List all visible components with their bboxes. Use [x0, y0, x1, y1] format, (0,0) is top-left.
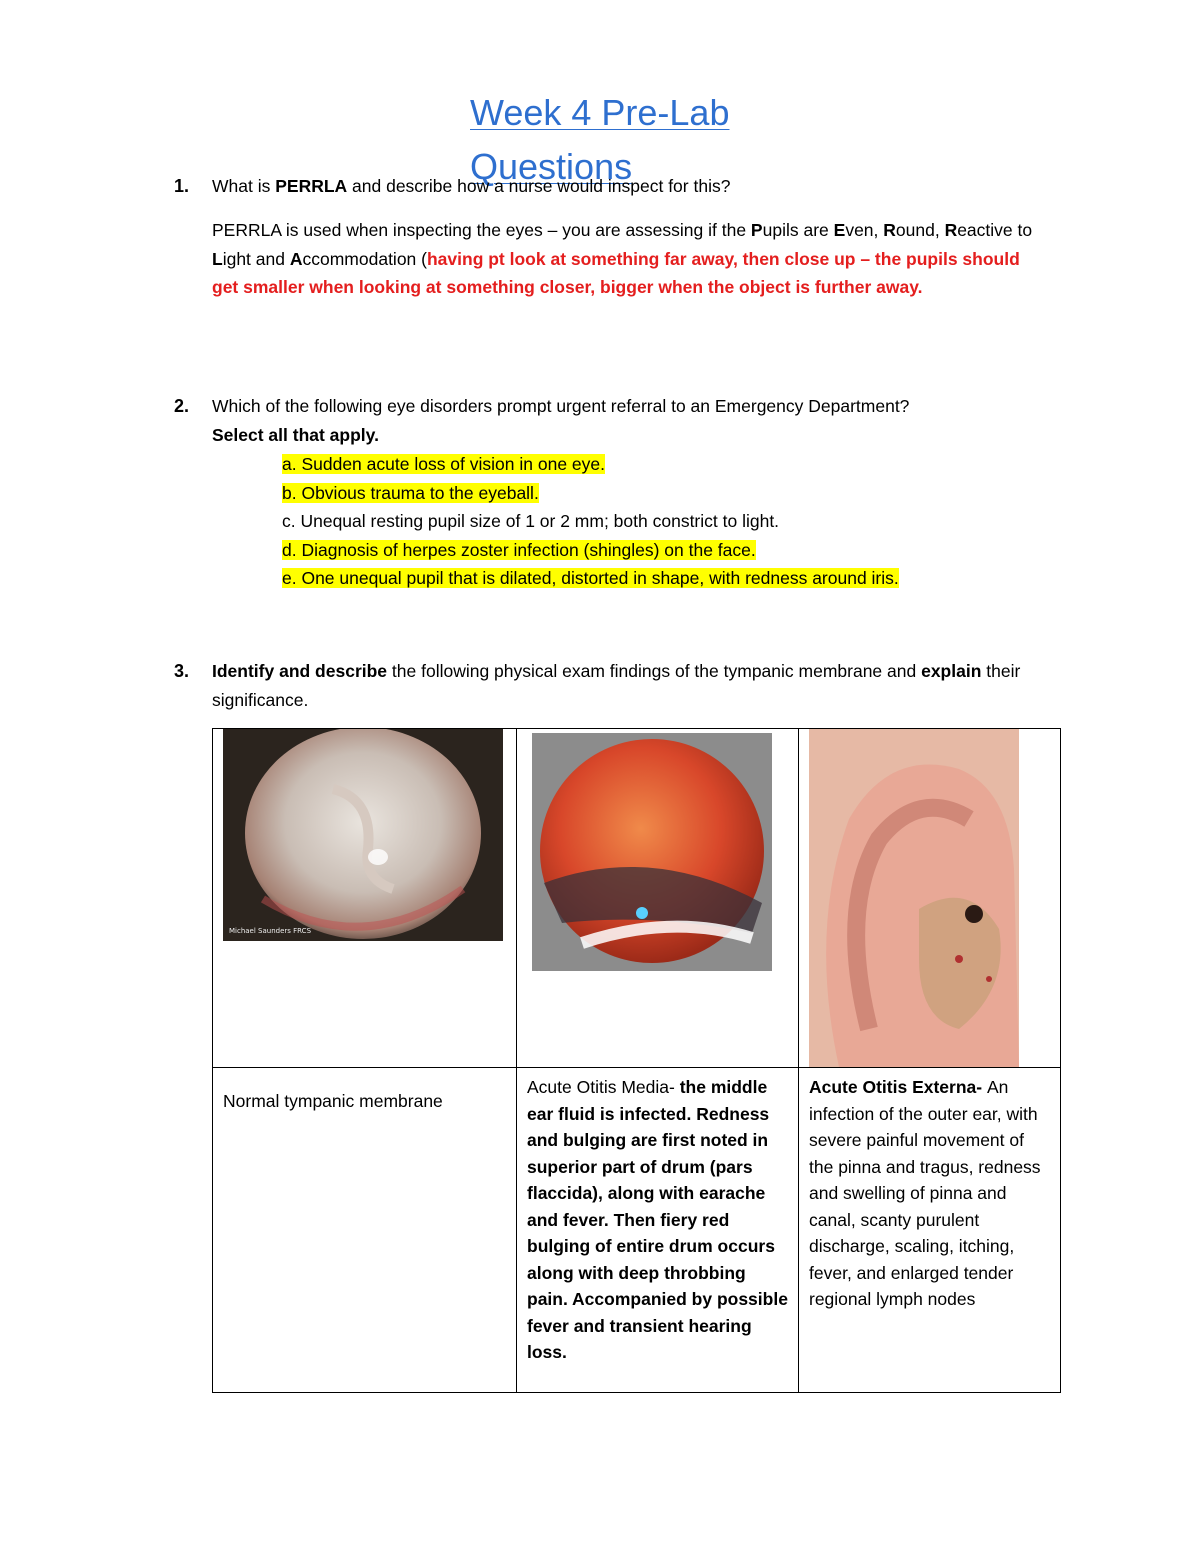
cell-normal: [213, 1068, 517, 1393]
answer-1-part: ven,: [845, 220, 884, 240]
option-d: [282, 536, 899, 565]
answer-1-part: ight and: [222, 248, 290, 269]
option-a-text: a. Sudden acute loss of vision in one eye.: [282, 454, 605, 474]
cell-aom: [517, 1068, 799, 1393]
image-caption: Michael Saunders FRCS: [229, 927, 312, 935]
q1-text-pre: What is: [212, 176, 276, 196]
q3-bold-2: explain: [921, 661, 982, 681]
acute-otitis-media-photo: [532, 733, 772, 971]
answer-1-part: A: [289, 248, 303, 269]
option-c-text: c. Unequal resting pupil size of 1 or 2 mm; both constrict to light.: [282, 511, 780, 531]
answer-1-part: P: [750, 220, 763, 240]
q3-text-1: the following physical exam findings of the tympanic membrane and: [387, 661, 922, 681]
option-c: [282, 507, 899, 536]
answer-1-part: eactive to: [957, 220, 1033, 240]
option-b: [282, 479, 899, 508]
question-number: 3.: [174, 661, 190, 681]
image-cell-aoe: [799, 729, 1061, 1068]
option-d-text: d. Diagnosis of herpes zoster infection (shingles) on the face.: [282, 539, 756, 560]
q2-instruction: Select all that apply.: [212, 424, 379, 445]
image-cell-aom: [517, 729, 799, 1068]
q3-text-2: their significance.: [212, 661, 1021, 710]
answer-1-part: ccommodation (: [302, 248, 427, 269]
normal-tympanic-membrane-photo: [223, 729, 503, 941]
q2-text: Which of the following eye disorders prompt urgent referral to an Emergency Department?: [212, 396, 910, 416]
answer-1-part: R: [883, 220, 896, 240]
answer-1-part: L: [212, 248, 223, 269]
title-line-2: Questions: [470, 146, 633, 187]
option-e: [282, 564, 899, 593]
option-b-text: b. Obvious trauma to the eyeball.: [282, 482, 539, 503]
answer-1-part: PERRLA is used when inspecting the eyes – you are assessing if the: [212, 220, 751, 240]
image-cell-normal: [213, 729, 517, 1068]
question-number: 1.: [174, 176, 190, 196]
cell-aom-label: Acute Otitis Media-: [527, 1077, 680, 1097]
answer-1-part: upils are: [762, 220, 834, 240]
cell-aom-detail: the middle ear fluid is infected. Redness and bulging are first noted in superior part of drum (pars flaccida), along with earache and fever. Then fiery red bulging of entire drum occurs along with deep throbbing pain. Accompanied by possible fever and transient hearing loss.: [527, 1077, 788, 1362]
q1-text-post: and describe how a nurse would inspect for this?: [347, 176, 731, 196]
answer-1-part: R: [944, 220, 958, 240]
title-line-1: Week 4 Pre-Lab: [470, 92, 730, 133]
answer-1-part: E: [833, 220, 846, 240]
question-1-text: [212, 172, 1062, 201]
q3-bold-1: Identify and describe: [212, 661, 388, 681]
cell-aoe-label: Acute Otitis Externa-: [809, 1077, 987, 1097]
answer-1-red: having pt look at something far away, then close up – the pupils should get smaller when looking at something closer, bigger when the object is further away.: [212, 248, 1020, 297]
cell-aoe: [799, 1068, 1061, 1393]
answer-1-part: ound,: [895, 220, 945, 240]
option-a: [282, 450, 899, 479]
text-row: [213, 1068, 1061, 1393]
question-2-text: [212, 392, 1062, 449]
question-3-text: [212, 657, 1062, 714]
image-row: [213, 729, 1061, 1068]
acute-otitis-externa-photo: [809, 729, 1019, 1067]
cell-aoe-detail: An infection of the outer ear, with severe painful movement of the pinna and tragus, redness and swelling of pinna and canal, scanty purulent discharge, scaling, itching, fever, and enlarged tender regional lymph nodes: [809, 1077, 1041, 1309]
q1-text-bold: PERRLA: [275, 176, 348, 196]
cell-normal-label: Normal tympanic membrane: [223, 1091, 443, 1111]
findings-table: [212, 728, 1061, 1393]
answer-1-text: [212, 216, 1042, 302]
q2-options: [282, 450, 899, 593]
question-number: 2.: [174, 396, 190, 416]
option-e-text: e. One unequal pupil that is dilated, distorted in shape, with redness around iris.: [282, 568, 899, 588]
